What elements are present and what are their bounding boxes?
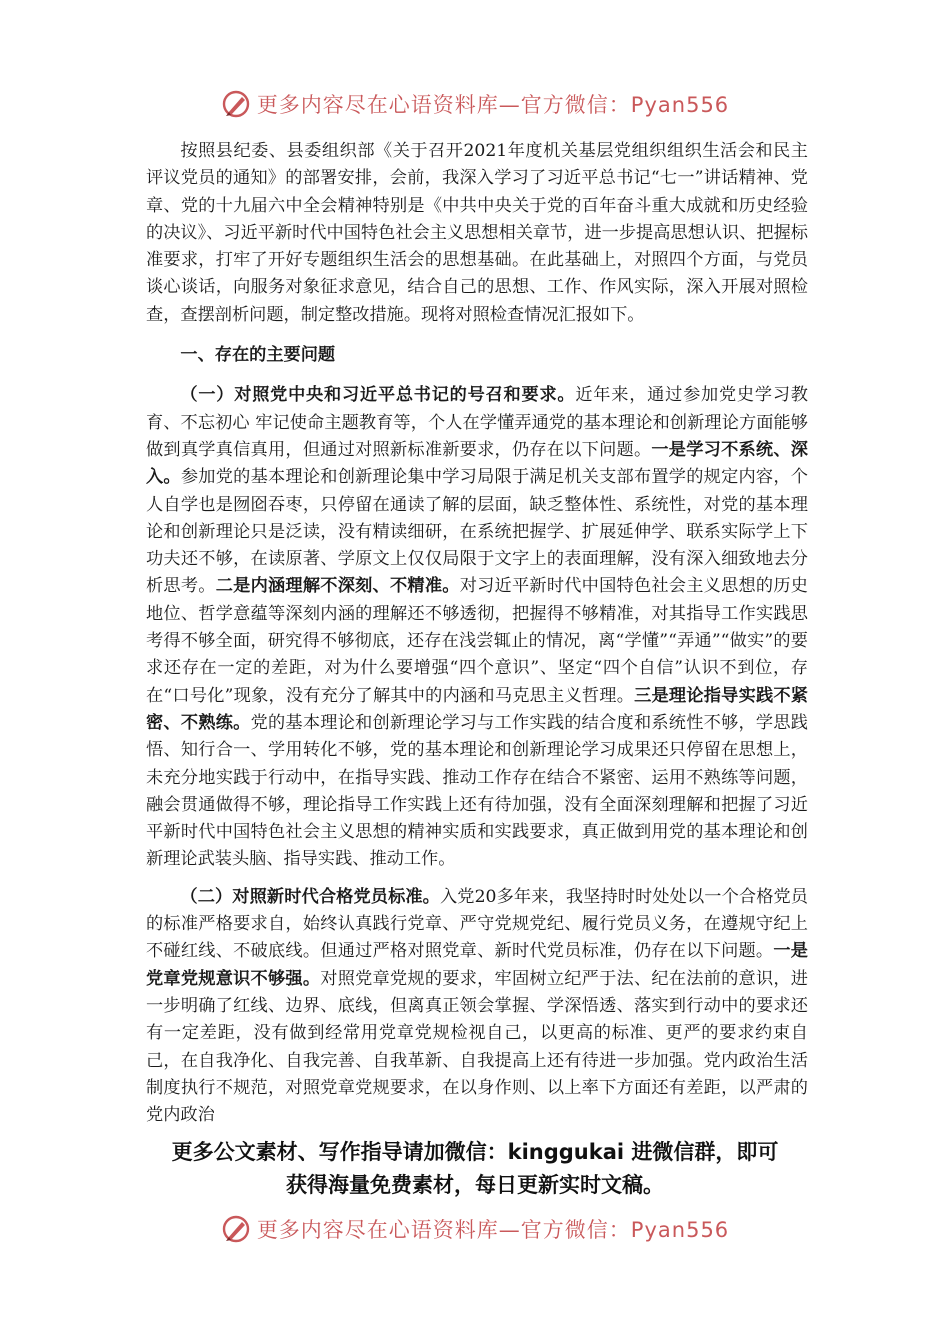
point-heading: 三是理论指导实践不紧密、不熟练。: [146, 685, 808, 733]
paragraph-text: 参加党的基本理论和创新理论集中学习局限于满足机关支部布置学的规定内容，个人自学也是囫囵吞枣，只停留在通读了解的层面，缺乏整体性、系统性，对党的基本理论和创新理论只是泛读，没有精读细研，在系统把握学、扩展延伸学、联系实际学上下功夫还不够，在读原著、学原文上仅仅局限于文字上的表面理解，没有深入细致地去分析思考。: [146, 467, 808, 597]
problem-paragraph-1: [146, 382, 808, 873]
paragraph-text: 党的基本理论和创新理论学习与工作实践的结合度和系统性不够，学思践悟、知行合一、学用转化不够，党的基本理论和创新理论学习成果还只停留在思想上，未充分地实践于行动中，在指导实践、推动工作存在结合不紧密、运用不熟练等问题，融会贯通做得不够，理论指导工作实践上还有待加强，没有全面深刻理解和把握了习近平新时代中国特色社会主义思想的精神实质和实践要求，真正做到用党的基本理论和创新理论武装头脑、指导实践、推动工作。: [146, 712, 808, 870]
header-banner: [0, 84, 950, 124]
banner-text: 更多内容尽在心语资料库—官方微信：Pyan556: [256, 93, 730, 117]
point-heading: 一是党章党规意识不够强。: [146, 941, 808, 989]
paragraph-lead: （二）对照新时代合格党员标准。: [180, 886, 440, 907]
section-heading: 一、存在的主要问题: [180, 345, 336, 366]
pen-logo-icon: [221, 1214, 251, 1244]
document-body: [146, 138, 808, 1129]
paragraph-text: 对习近平新时代中国特色社会主义思想的历史地位、哲学意蕴等深刻内涵的理解还不够透彻，把握得不够精准，对其指导工作实践思考得不够全面，研究得不够彻底，还存在浅尝辄止的情况，离“学懂”“弄通”“做实”的要求还存在一定的差距，对为什么要增强“四个意识”、坚定“四个自信”认识不到位，存在“口号化”现象，没有充分了解其中的内涵和马克思主义哲理。: [146, 576, 808, 706]
paragraph-text: 对照党章党规的要求，牢固树立纪严于法、纪在法前的意识，进一步明确了红线、边界、底线，但离真正领会掌握、学深悟透、落实到行动中的要求还有一定差距，没有做到经常用党章党规检视自己，以更高的标准、更严的要求约束自己，在自我净化、自我完善、自我革新、自我提高上还有待进一步加强。党内政治生活制度执行不规范，对照党章党规要求，在以身作则、以上率下方面还有差距，以严肃的党内政治: [146, 968, 808, 1126]
promo-notice: [120, 1136, 830, 1202]
pen-logo-icon: [221, 89, 251, 119]
point-heading: 二是内涵理解不深刻、不精准。: [215, 576, 460, 597]
footer-banner: [0, 1209, 950, 1249]
intro-paragraph: 按照县纪委、县委组织部《关于召开2021年度机关基层党组织组织生活会和民主评议党员的通知》的部署安排，会前，我深入学习了习近平总书记“七一”讲话精神、党章、党的十九届六中全会精神特别是《中共中央关于党的百年奋斗重大成就和历史经验的决议》、习近平新时代中国特色社会主义思想相关章节，进一步提高思想认识、把握标准要求，打牢了开好专题组织生活会的思想基础。在此基础上，对照四个方面，与党员谈心谈话，向服务对象征求意见，结合自己的思想、工作、作风实际，深入开展对照检查，查摆剖析问题，制定整改措施。现将对照检查情况汇报如下。: [146, 141, 808, 325]
banner-text: 更多内容尽在心语资料库—官方微信：Pyan556: [256, 1218, 730, 1242]
promo-line-1: 更多公文素材、写作指导请加微信：kinggukai 进微信群，即可: [171, 1140, 779, 1164]
paragraph-lead: （一）对照党中央和习近平总书记的号召和要求。: [180, 385, 576, 406]
problem-paragraph-2: [146, 884, 808, 1130]
promo-line-2: 获得海量免费素材，每日更新实时文稿。: [286, 1173, 664, 1197]
paragraph-text: 入党20多年来，我坚持时时处处以一个合格党员的标准严格要求自，始终认真践行党章、严守党规党纪、履行党员义务，在遵规守纪上不碰红线、不破底线。但通过严格对照党章、新时代党员标准，仍存在以下问题。: [146, 886, 808, 962]
paragraph-text: 近年来，通过参加党史学习教育、不忘初心 牢记使命主题教育等，个人在学懂弄通党的基本理论和创新理论方面能够做到真学真信真用，但通过对照新标准新要求，仍存在以下问题。: [146, 385, 808, 460]
point-heading: 一是学习不系统、深入。: [146, 439, 808, 488]
